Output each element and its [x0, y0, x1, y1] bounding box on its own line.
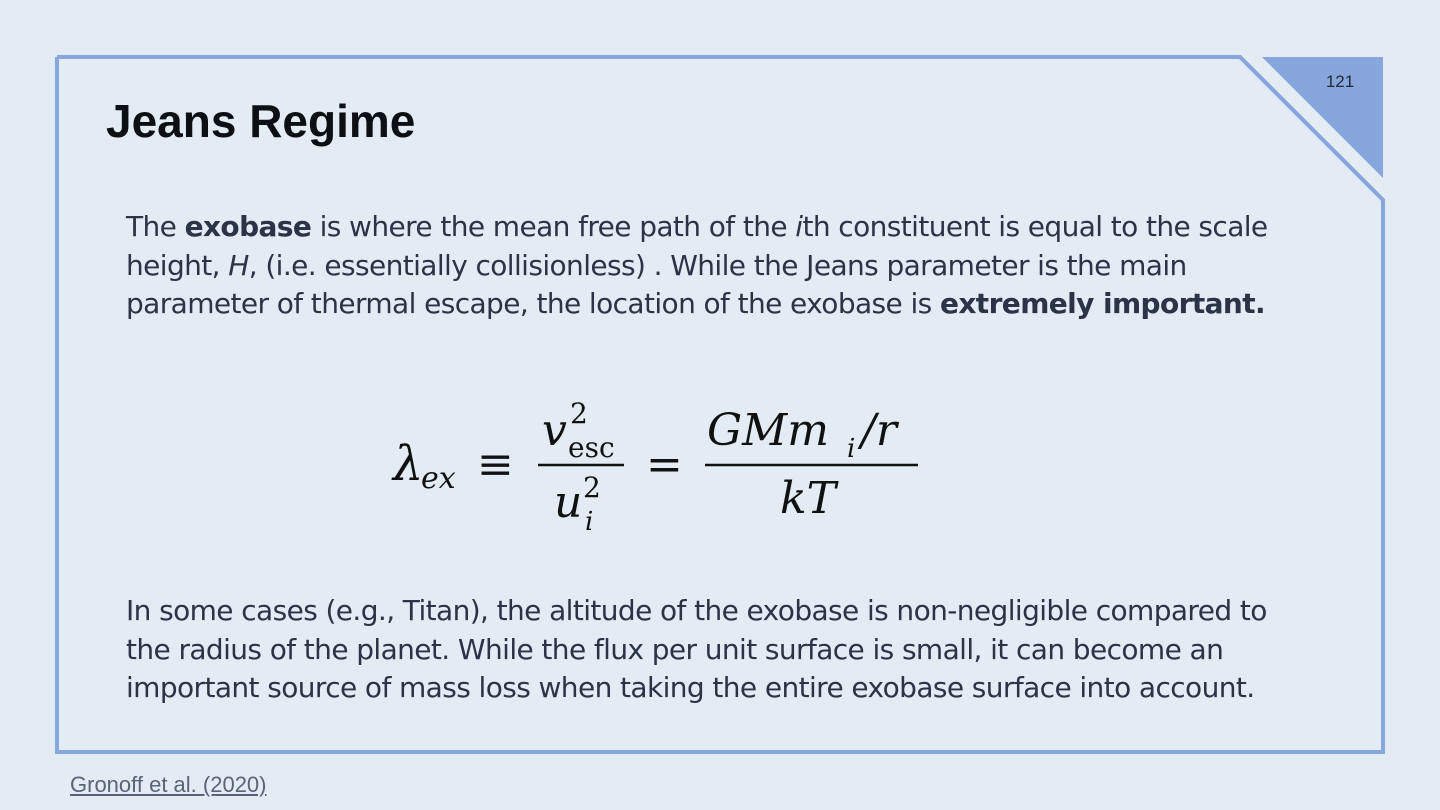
eq-lambda-sub: ex: [421, 461, 456, 496]
eq-u-sub: i: [585, 507, 594, 537]
eq-equiv: ≡: [477, 439, 514, 490]
eq-v: v: [542, 405, 567, 456]
eq-u-sup: 2: [583, 471, 601, 504]
eq-v-sub: esc: [568, 431, 615, 464]
bold-exobase: exobase: [184, 210, 312, 243]
text-span: is where the mean free path of the: [311, 210, 796, 243]
eq-m-sub: i: [847, 434, 856, 464]
paragraph-titan: In some cases (e.g., Titan), the altitude of the exobase is non-negligible compared to the radius of the planet. While the flux per unit surface is small, it can become an important source of mass loss when taking the entire exobase surface into account.: [126, 594, 1267, 704]
paragraph-exobase: [126, 208, 1306, 324]
eq-over-r: /r: [861, 405, 897, 456]
text-span: The: [126, 210, 185, 243]
eq-lambda: λ: [393, 436, 424, 492]
eq-gmm: GMm: [707, 405, 829, 456]
page-number: 121: [1325, 72, 1355, 91]
text-span: th constituent is equal to the scale height,: [126, 210, 1268, 282]
slide-title: Jeans Regime: [106, 95, 416, 147]
eq-v-sup: 2: [570, 397, 588, 430]
italic-i: i: [795, 210, 803, 243]
italic-h: H: [228, 248, 249, 282]
eq-kt: kT: [780, 473, 837, 524]
eq-u: u: [554, 477, 583, 528]
bold-extremely-important: extremely important.: [939, 287, 1266, 320]
eq-equals: =: [646, 439, 683, 490]
jeans-parameter-equation: [385, 385, 945, 555]
citation-link[interactable]: Gronoff et al. (2020): [70, 772, 267, 797]
text-span: , (i.e. essentially collisionless) . While the Jeans parameter is the main parameter of thermal escape, the location of the exobase is: [126, 248, 1187, 320]
